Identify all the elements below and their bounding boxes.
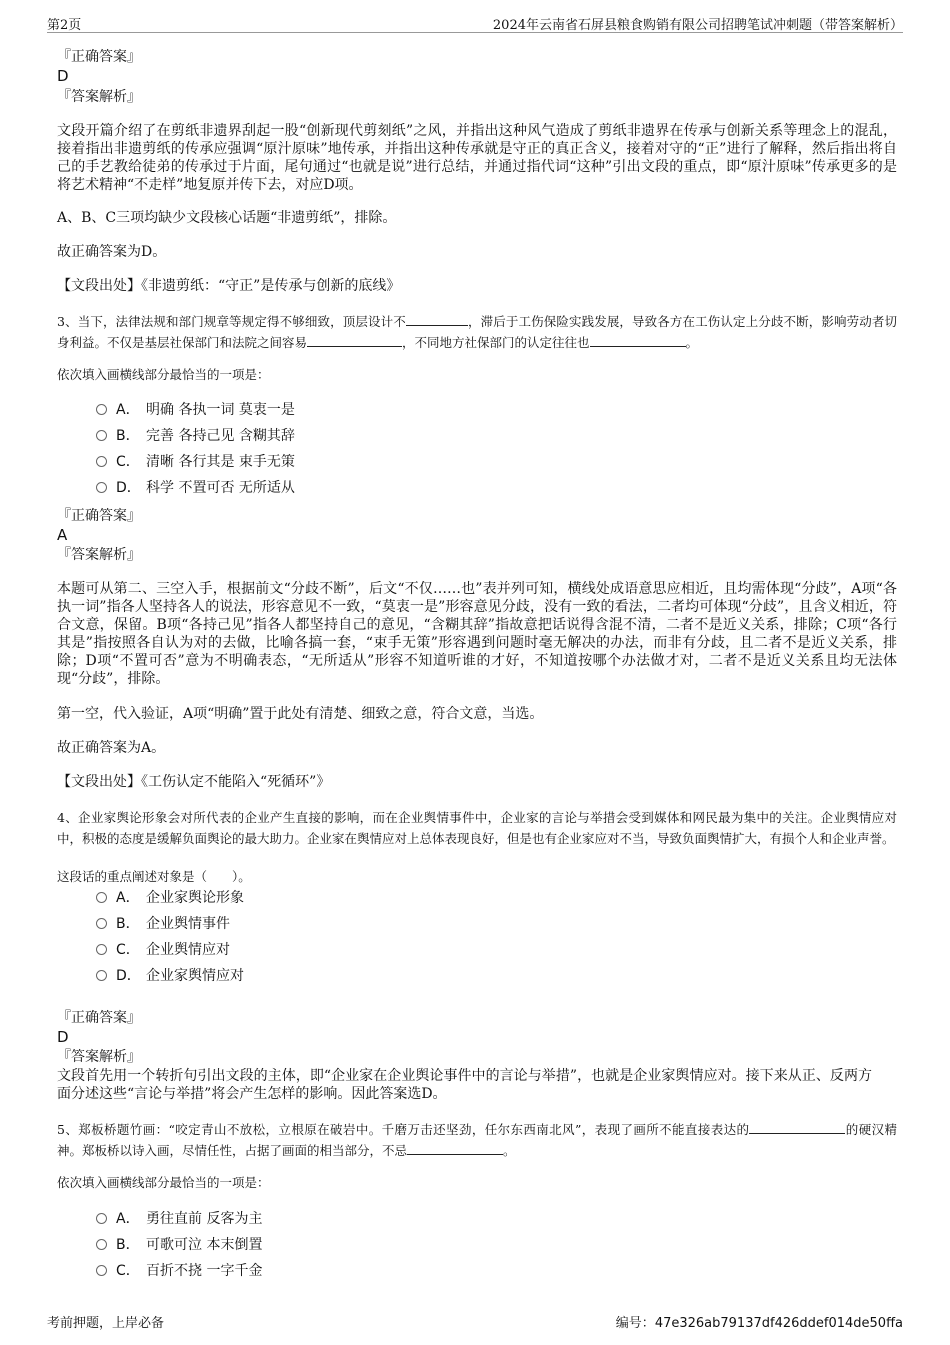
q2-analysis-label: 『答案解析』 [57, 89, 141, 105]
page-number: 第2页 [47, 18, 82, 33]
radio-icon[interactable] [96, 1213, 107, 1224]
q3-option-b[interactable]: B． 完善 各持己见 含糊其辞 [96, 426, 295, 446]
q5-option-a[interactable]: A． 勇往直前 反客为主 [96, 1209, 262, 1229]
q3-option-c[interactable]: C． 清晰 各行其是 束手无策 [96, 452, 295, 472]
q5-option-c[interactable]: C． 百折不挠 一字千金 [96, 1261, 262, 1281]
q2-analysis-elimination: A、B、C三项均缺少文段核心话题“非遗剪纸”，排除。 [57, 210, 397, 226]
q4-option-c[interactable]: C． 企业舆情应对 [96, 940, 230, 960]
blank-3 [590, 334, 686, 347]
q4-correct-answer-label: 『正确答案』 [57, 1010, 141, 1026]
q4-question: 这段话的重点阐述对象是（ ）。 [57, 869, 251, 884]
q3-answer: A [57, 526, 68, 544]
q4-analysis-label: 『答案解析』 [57, 1049, 141, 1065]
radio-icon[interactable] [96, 482, 107, 493]
page-header [47, 12, 903, 33]
document-id: 编号：47e326ab79137df426ddef014de50ffa [615, 1316, 903, 1331]
radio-icon[interactable] [96, 918, 107, 929]
q3-option-a[interactable]: A． 明确 各执一词 莫衷一是 [96, 400, 295, 420]
q5-prompt: 依次填入画横线部分最恰当的一项是： [57, 1175, 270, 1190]
radio-icon[interactable] [96, 404, 107, 415]
q2-analysis-conclusion: 故正确答案为D。 [57, 244, 167, 260]
radio-icon[interactable] [96, 1239, 107, 1250]
q4-stem: 4、企业家舆论形象会对所代表的企业产生直接的影响，而在企业舆情事件中，企业家的言论与举措会受到媒体和网民最为集中的关注。企业舆情应对中，积极的态度是缓解负面舆论的最大助力。企业家在舆情应对上总体表现良好，但是也有企业家应对不当，导致负面舆情扩大，有损个人和企业声誉。 [57, 810, 897, 846]
blank-1 [749, 1121, 845, 1134]
q2-correct-answer-label: 『正确答案』 [57, 49, 141, 65]
document-title: 2024年云南省石屏县粮食购销有限公司招聘笔试冲刺题（带答案解析） [492, 18, 903, 33]
radio-icon[interactable] [96, 456, 107, 467]
q4-option-d[interactable]: D． 企业家舆情应对 [96, 966, 244, 986]
blank-2 [407, 1142, 503, 1155]
q3-correct-answer-label: 『正确答案』 [57, 508, 141, 524]
q3-stem: 3、当下，法律法规和部门规章等规定得不够细致，顶层设计不 ，滞后于工伤保险实践发展，导致各方在工伤认定上分歧不断，影响劳动者切身利益。不仅是基层社保部门和法院之间容易 ，不同地方社保部门的认定往往也 。 [57, 314, 897, 350]
radio-icon[interactable] [96, 430, 107, 441]
q5-option-b[interactable]: B． 可歌可泣 本末倒置 [96, 1235, 262, 1255]
radio-icon[interactable] [96, 1265, 107, 1276]
q5-stem: 5、郑板桥题竹画：“咬定青山不放松，立根原在破岩中。千磨万击还坚劲，任尔东西南北风”，表现了画所不能直接表达的 的硬汉精神。郑板桥以诗入画，尽情任性，占据了画面的相当部分，不忌 。 [57, 1122, 897, 1158]
q3-option-d[interactable]: D． 科学 不置可否 无所适从 [96, 478, 295, 498]
q3-analysis-label: 『答案解析』 [57, 547, 141, 563]
radio-icon[interactable] [96, 970, 107, 981]
radio-icon[interactable] [96, 892, 107, 903]
footer-slogan: 考前押题，上岸必备 [47, 1316, 165, 1331]
q4-option-b[interactable]: B． 企业舆情事件 [96, 914, 230, 934]
q3-analysis-paragraph: 本题可从第二、三空入手，根据前文“分歧不断”，后文“不仅……也”表并列可知，横线处成语意思应相近，且均需体现“分歧”，A项“各执一词”指各人坚持各人的说法，形容意见不一致，“莫衷一是”形容意见分歧，没有一致的看法，二者均可体现“分歧”，且含义相近，符合文意，保留。B项“各持己见”指各人都坚持自己的意见，“含糊其辞”指故意把话说得含混不清，二者不是近义关系，排除；C项“各行其是”指按照各自认为对的去做，比喻各搞一套，“束手无策”形容遇到问题时毫无解决的办法，而非有分歧，且二者不是近义关系，排除；D项“不置可否”意为不明确表态，“无所适从”形容不知道听谁的才好，不知道按哪个办法做才对，二者不是近义关系且均无法体现“分歧”，排除。 [57, 581, 897, 687]
blank-1 [406, 313, 468, 326]
q4-analysis-paragraph: 文段首先用一个转折句引出文段的主体，即“企业家在企业舆论事件中的言论与举措”，也就是企业家舆情应对。接下来从正、反两方面分述这些“言论与举措”将会产生怎样的影响。因此答案选D。 [57, 1068, 872, 1102]
q3-analysis-first-blank: 第一空，代入验证，A项“明确”置于此处有清楚、细致之意，符合文意，当选。 [57, 706, 544, 722]
blank-2 [307, 334, 402, 347]
q3-source: 【文段出处】《工伤认定不能陷入“死循环”》 [57, 774, 331, 790]
radio-icon[interactable] [96, 944, 107, 955]
q2-source: 【文段出处】《非遗剪纸：“守正”是传承与创新的底线》 [57, 278, 401, 294]
q4-option-a[interactable]: A． 企业家舆论形象 [96, 888, 244, 908]
q4-answer: D [57, 1028, 69, 1046]
q3-prompt: 依次填入画横线部分最恰当的一项是： [57, 367, 270, 382]
q3-analysis-conclusion: 故正确答案为A。 [57, 740, 166, 756]
q2-analysis-paragraph: 文段开篇介绍了在剪纸非遗界刮起一股“创新现代剪刻纸”之风，并指出这种风气造成了剪纸非遗界在传承与创新关系等理念上的混乱，接着指出非遗剪纸的传承应强调“原汁原味”地传承，并指出这种传承就是守正的真正含义，接着对守的“正”进行了解释，然后指出将自己的手艺教给徒弟的传承过于片面，尾句通过“也就是说”进行总结，并通过指代词“这种”引出文段的重点，即“原汁原味”传承更多的是将艺术精神“不走样”地复原并传下去，对应D项。 [57, 123, 897, 193]
q2-answer: D [57, 67, 69, 85]
